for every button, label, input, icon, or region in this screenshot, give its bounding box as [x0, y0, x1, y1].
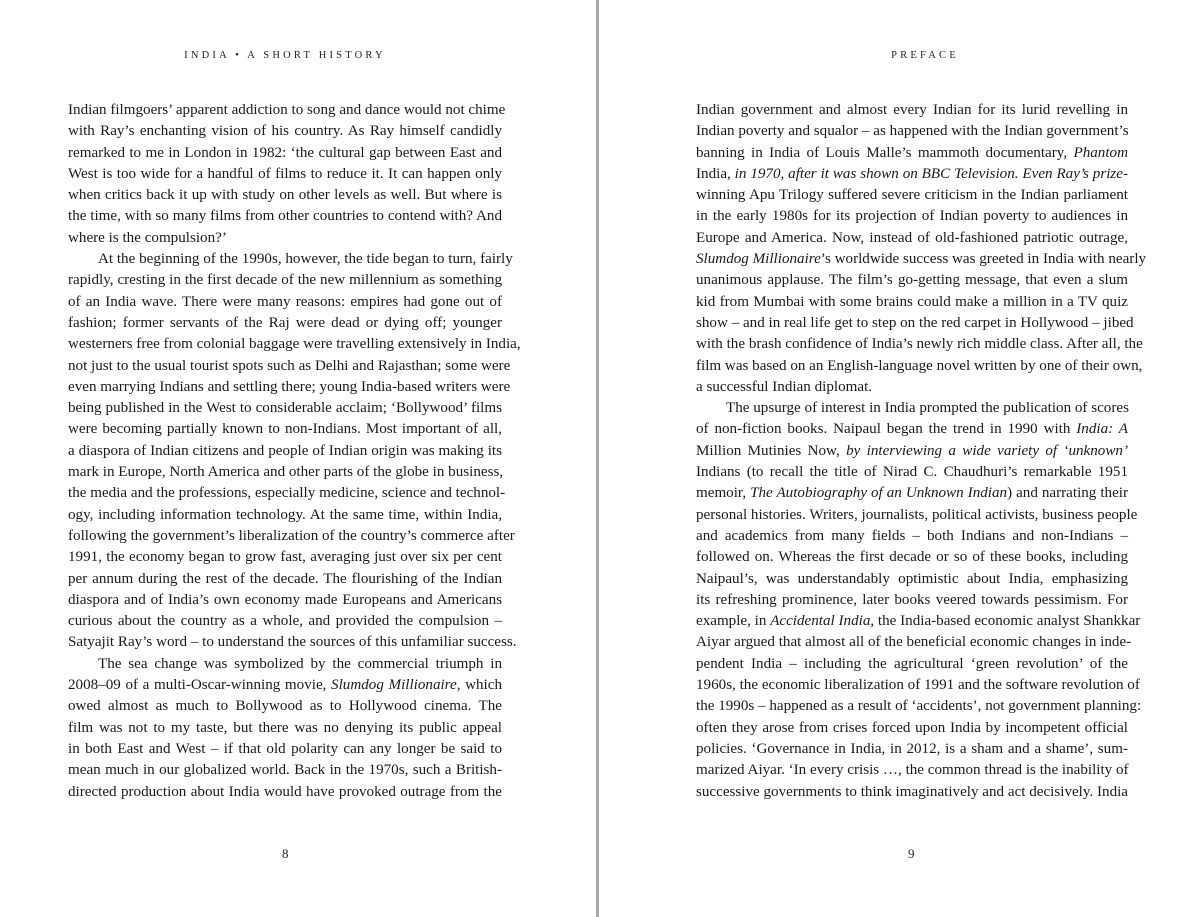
text-line: curious about the country as a whole, and provided the compulsion – — [68, 613, 502, 630]
text-line: of an India wave. There were many reasons: empires had gone out of — [68, 293, 502, 310]
text-line: winning Apu Trilogy suffered severe criticism in the Indian parliament — [696, 187, 1128, 204]
text-line: India, in 1970, after it was shown on BBC Television. Even Ray’s prize- — [696, 165, 1128, 182]
text-line: kid from Mumbai with some brains could make a million in a TV quiz — [696, 293, 1128, 310]
text-line: Satyajit Ray’s word – to understand the sources of this unfamiliar success. — [68, 634, 517, 651]
text-line: At the beginning of the 1990s, however, the tide began to turn, fairly — [98, 251, 513, 268]
italic-title: Accidental India — [770, 613, 871, 630]
text-line: even marrying Indians and settling there; young India-based writers were — [68, 378, 511, 395]
page-number: 9 — [908, 846, 915, 861]
text-line: personal histories. Writers, journalists, political activists, business people — [696, 506, 1138, 523]
text-line: in both East and West – if that old polarity can any longer be said to — [68, 740, 502, 757]
italic-title: Slumdog Millionaire — [331, 677, 457, 694]
paragraph — [696, 100, 1147, 398]
text-line: following the government’s liberalization of the country’s commerce after — [68, 527, 515, 544]
text-line: Indian poverty and squalor – as happened with the Indian government’s — [696, 123, 1129, 140]
text-line: Indian filmgoers’ apparent addiction to song and dance would not chime — [68, 102, 506, 118]
text-line: example, in Accidental India, the India-based economic analyst Shankkar — [696, 613, 1141, 630]
text-line: followed on. Whereas the first decade or so of these books, including — [696, 549, 1128, 566]
text-line: film was based on an English-language novel written by one of their own, — [696, 357, 1143, 374]
text-line: were becoming partially known to non-Indians. Most important of all, — [68, 421, 502, 438]
text-line: show – and in real life get to step on the red carpet in Hollywood – jibed — [696, 314, 1134, 331]
italic-title: by interviewing a wide variety of ‘unknown’ — [839, 442, 1128, 459]
right-page-body — [696, 100, 1147, 803]
text-line: Naipaul’s, was understandably optimistic about India, emphasizing — [696, 570, 1128, 587]
text-line: per annum during the rest of the decade. The flourishing of the Indian — [68, 570, 502, 587]
text-line: the media and the professions, especially medicine, science and technol- — [68, 485, 506, 502]
paragraph — [68, 100, 506, 249]
page-number: 8 — [282, 846, 289, 861]
text-line: remarked to me in London in 1982: ‘the cultural gap between East and — [68, 144, 502, 161]
text-line: in the early 1980s for its projection of Indian poverty to audiences in — [696, 208, 1128, 225]
text-line: banning in India of Louis Malle’s mammoth documentary, Phantom — [696, 144, 1128, 161]
paragraph — [68, 654, 502, 803]
text-line: 2008–09 of a multi-Oscar-winning movie, Slumdog Millionaire, which — [68, 677, 502, 694]
left-page-body — [68, 100, 521, 803]
running-head-chapter-title: PREFACE — [891, 50, 959, 61]
text-line: The upsurge of interest in India prompted the publication of scores — [726, 400, 1129, 417]
paragraph — [696, 398, 1142, 803]
text-line: Aiyar argued that almost all of the beneficial economic changes in inde- — [696, 634, 1132, 651]
italic-title: , in 1970, after it was shown on BBC Television. Even Ray’s prize- — [727, 165, 1128, 182]
text-line: often they arose from crises forced upon India by incompetent official — [696, 719, 1128, 736]
text-line: owed almost as much to Bollywood as to Hollywood cinema. The — [68, 698, 502, 715]
text-line: the 1990s – happened as a result of ‘accidents’, not government planning: — [696, 698, 1142, 715]
text-line: pendent India – including the agricultural ‘green revolution’ of the — [696, 655, 1128, 672]
right-page — [599, 0, 1196, 917]
text-line: being published in the West to considerable acclaim; ‘Bollywood’ films — [68, 400, 502, 417]
running-head-book-title: INDIA • A SHORT HISTORY — [184, 50, 386, 61]
text-line: not just to the usual tourist spots such as Delhi and Rajasthan; some were — [68, 357, 511, 374]
text-line: diaspora and of India’s own economy made Europeans and Americans — [68, 591, 502, 608]
text-line: film was not to my taste, but there was no denying its public appeal — [68, 719, 502, 736]
text-line: 1991, the economy began to grow fast, averaging just over six per cent — [68, 549, 502, 566]
text-line: a successful Indian diplomat. — [696, 378, 873, 395]
paragraph — [68, 249, 521, 654]
italic-title: Phantom — [1073, 144, 1128, 161]
text-line: with the brash confidence of India’s newly rich middle class. After all, the — [696, 336, 1143, 353]
text-line: rapidly, cresting in the first decade of the new millennium as something — [68, 272, 502, 289]
text-line: successive governments to think imaginatively and act decisively. India — [696, 783, 1129, 800]
text-line: policies. ‘Governance in India, in 2012, is a sham and a shame’, sum- — [696, 740, 1128, 757]
text-line: Indian government and almost every Indian for its lurid revelling in — [696, 102, 1128, 118]
italic-title: India: A — [1076, 421, 1128, 438]
text-line: ogy, including information technology. At the same time, within India, — [68, 506, 502, 523]
text-line: West is too wide for a handful of films to reduce it. It can happen only — [68, 165, 502, 182]
text-line: where is the compulsion?’ — [68, 229, 227, 246]
text-line: when critics back it up with study on other levels as well. But where is — [68, 187, 502, 204]
italic-title: The Autobiography of an Unknown Indian — [750, 485, 1008, 502]
text-line: and academics from many fields – both Indians and non-Indians – — [696, 527, 1128, 544]
text-line: Slumdog Millionaire’s worldwide success was greeted in India with nearly — [696, 251, 1147, 268]
left-page — [0, 0, 596, 917]
text-line: mean much in our globalized world. Back in the 1970s, such a British- — [68, 762, 502, 779]
text-line: 1960s, the economic liberalization of 1991 and the software revolution of — [696, 677, 1140, 694]
text-line: directed production about India would have provoked outrage from the — [68, 783, 502, 800]
text-line: fashion; former servants of the Raj were dead or dying off; younger — [68, 314, 502, 331]
text-line: marized Aiyar. ‘In every crisis …, the common thread is the inability of — [696, 762, 1129, 779]
text-line: of non-fiction books. Naipaul began the trend in 1990 with India: A — [696, 421, 1128, 438]
text-line: Indians (to recall the title of Nirad C. Chaudhuri’s remarkable 1951 — [696, 464, 1128, 481]
text-line: westerners free from colonial baggage were travelling extensively in India, — [68, 336, 521, 353]
text-line: memoir, The Autobiography of an Unknown Indian) and narrating their — [696, 485, 1129, 502]
text-line: unanimous applause. The film’s go-getting message, that even a slum — [696, 272, 1128, 289]
text-line: with Ray’s enchanting vision of his country. As Ray himself candidly — [68, 123, 502, 140]
text-line: Million Mutinies Now, by interviewing a wide variety of ‘unknown’ — [696, 442, 1128, 459]
text-line: its refreshing prominence, later books veered towards pessimism. For — [696, 591, 1128, 608]
text-line: mark in Europe, North America and other parts of the globe in business, — [68, 464, 504, 481]
text-line: the time, with so many films from other countries to contend with? And — [68, 208, 502, 225]
text-line: The sea change was symbolized by the commercial triumph in — [98, 655, 502, 672]
italic-title: Slumdog Millionaire — [696, 251, 821, 268]
text-line: Europe and America. Now, instead of old-fashioned patriotic outrage, — [696, 229, 1128, 246]
text-line: a diaspora of Indian citizens and people of Indian origin was making its — [68, 442, 502, 459]
